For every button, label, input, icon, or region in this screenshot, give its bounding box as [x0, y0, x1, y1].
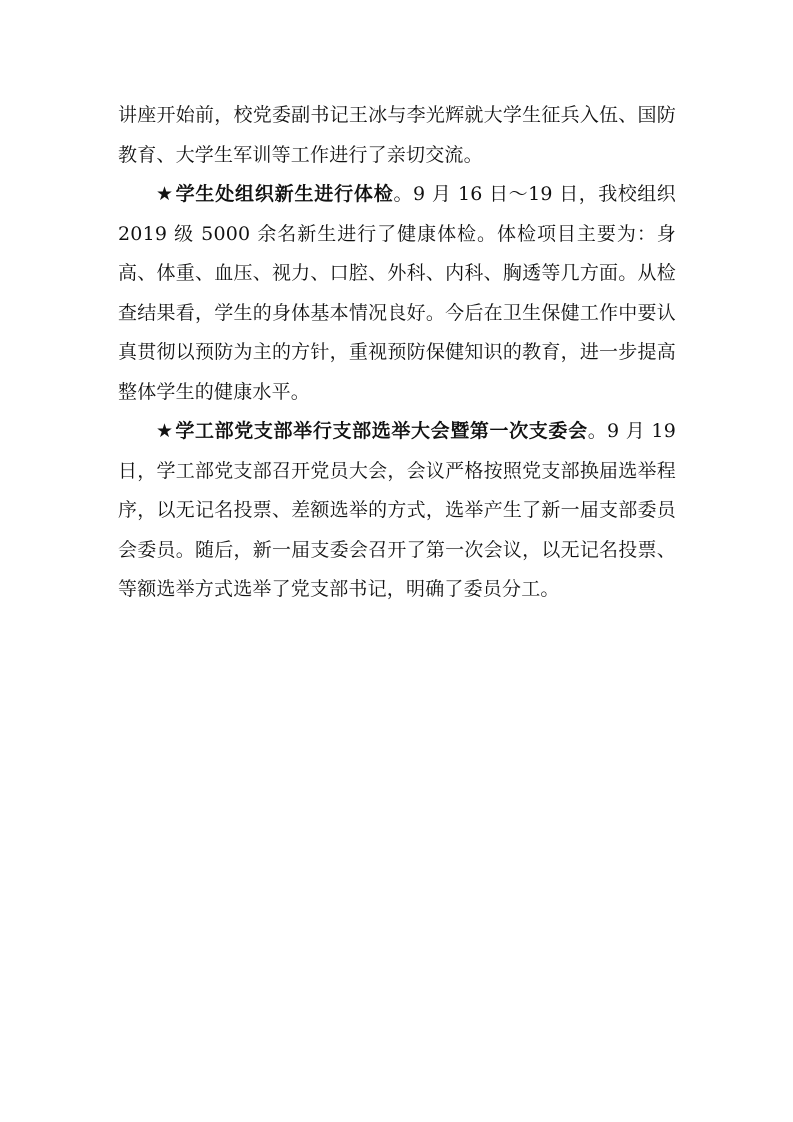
paragraph-physical-exam — [118, 175, 676, 412]
paragraph-text: 。9 月 16 日～19 日，我校组织 2019 级 5000 余名新生进行了健康体检。体检项目主要为：身高、体重、血压、视力、口腔、外科、内科、胸透等几方面。从检查结果看，学生的身体基本情况良好。今后在卫生保健工作中要认真贯彻以预防为主的方针，重视预防保健知识的教育，进一步提高整体学生的健康水平。 — [118, 183, 676, 403]
paragraph-party-branch-election — [118, 412, 676, 610]
paragraph-text: 讲座开始前，校党委副书记王冰与李光辉就大学生征兵入伍、国防教育、大学生军训等工作进行了亲切交流。 — [118, 104, 676, 166]
paragraph-text: 。9 月 19 日，学工部党支部召开党员大会，会议严格按照党支部换届选举程序，以无记名投票、差额选举的方式，选举产生了新一届支部委员会委员。随后，新一届支委会召开了第一次会议，以无记名投票、等额选举方式选举了党支部书记，明确了委员分工。 — [118, 420, 677, 600]
document-body — [118, 96, 676, 610]
paragraph-lecture — [118, 96, 676, 175]
star-icon: ★ — [156, 420, 174, 442]
star-icon: ★ — [156, 183, 174, 205]
paragraph-headline: 学工部党支部举行支部选举大会暨第一次支委会 — [175, 420, 588, 442]
paragraph-headline: 学生处组织新生进行体检 — [175, 183, 394, 205]
